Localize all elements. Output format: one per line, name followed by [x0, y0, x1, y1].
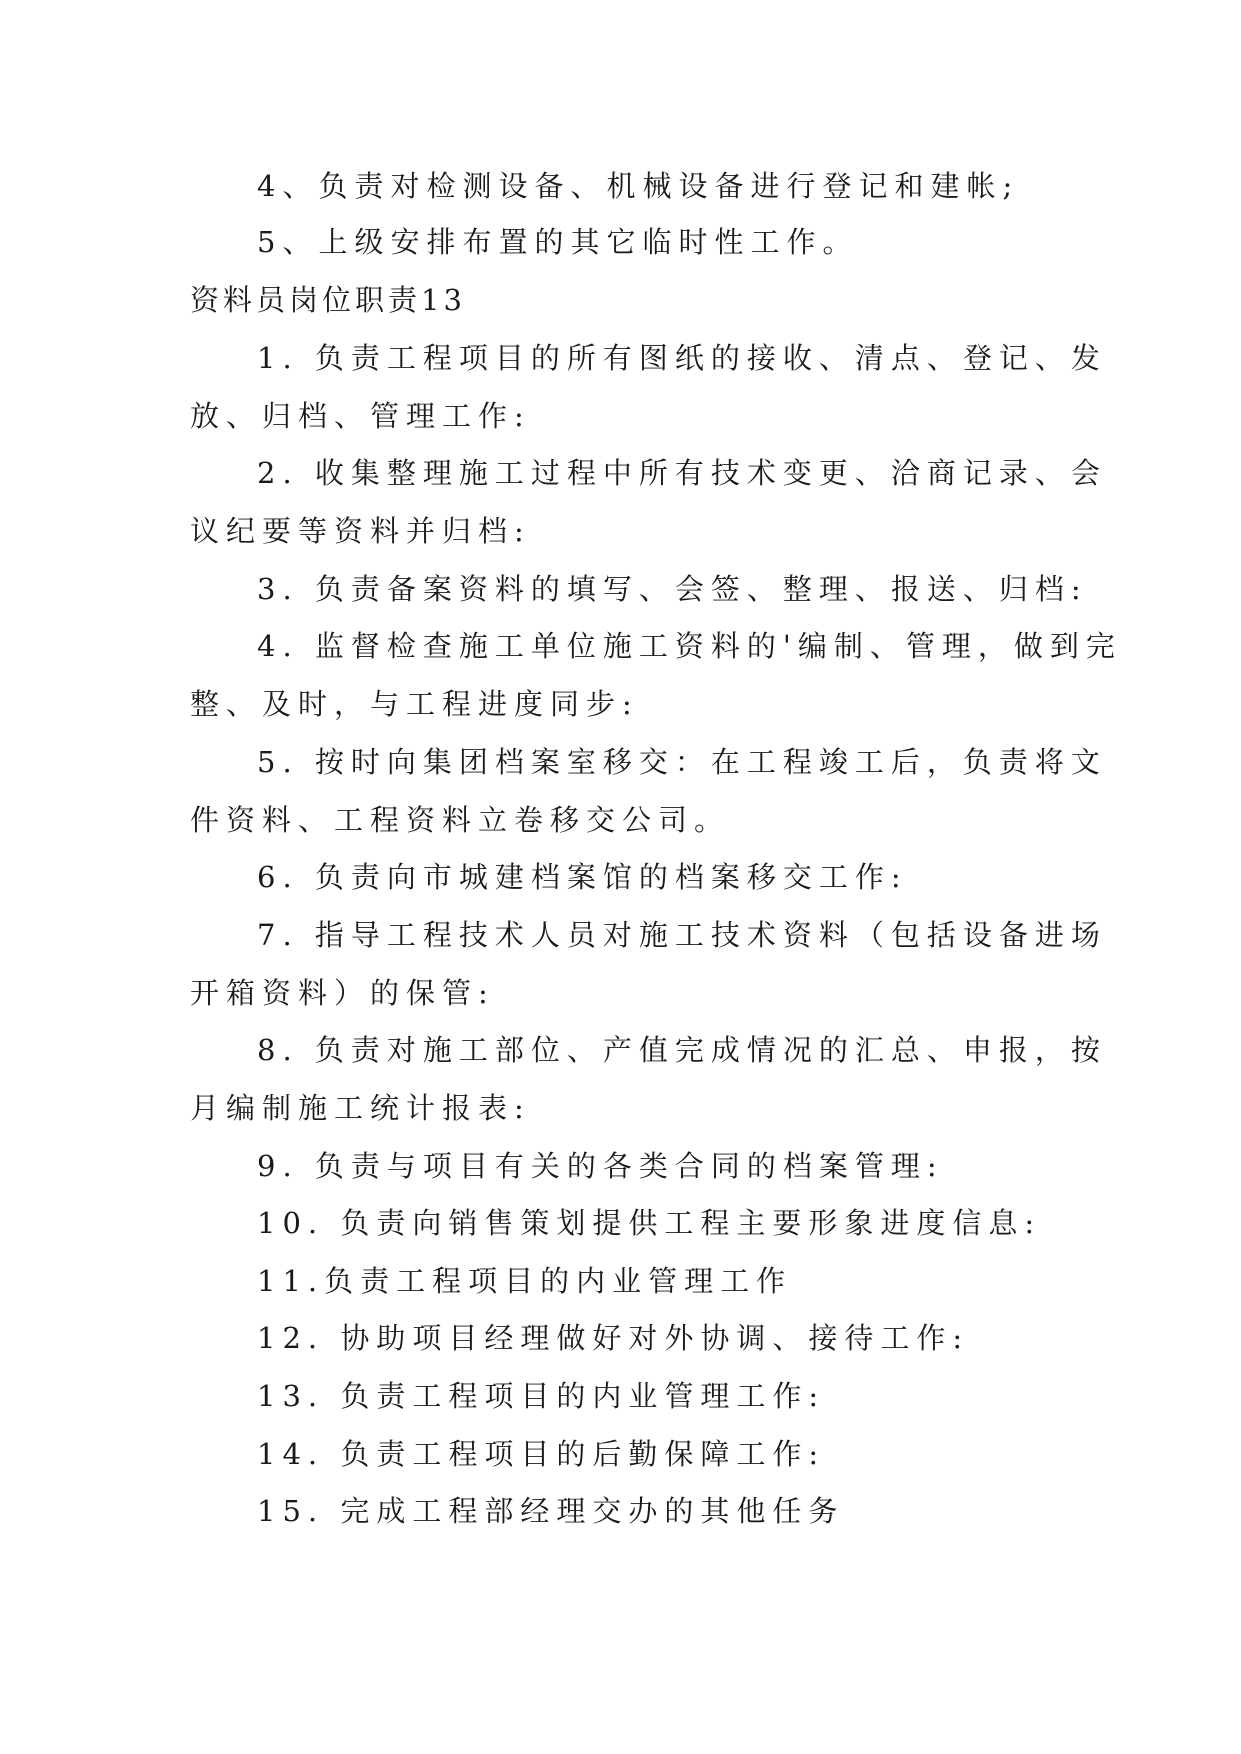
text-line: 8. 负责对施工部位、产值完成情况的汇总、申报，按	[257, 1033, 1107, 1067]
text-line: 13. 负责工程项目的内业管理工作:	[257, 1379, 826, 1413]
text-line: 月编制施工统计报表:	[190, 1091, 531, 1125]
text-line: 件资料、工程资料立卷移交公司。	[190, 803, 731, 837]
text-line: 10. 负责向销售策划提供工程主要形象进度信息:	[257, 1206, 1042, 1240]
text-line: 14. 负责工程项目的后勤保障工作:	[257, 1437, 826, 1471]
section-heading: 资料员岗位职责13	[190, 283, 466, 317]
text-line: 3. 负责备案资料的填写、会签、整理、报送、归档:	[257, 572, 1088, 606]
text-line: 6. 负责向市城建档案馆的档案移交工作:	[257, 860, 908, 894]
text-line: 开箱资料）的保管:	[190, 976, 495, 1010]
text-line: 放、归档、管理工作:	[190, 399, 531, 433]
text-line: 整、及时，与工程进度同步:	[190, 687, 639, 721]
text-line: 5、上级安排布置的其它临时性工作。	[257, 225, 859, 259]
text-line: 12. 协助项目经理做好对外协调、接待工作:	[257, 1321, 970, 1355]
text-line: 1. 负责工程项目的所有图纸的接收、清点、登记、发	[257, 341, 1107, 375]
text-line: 9. 负责与项目有关的各类合同的档案管理:	[257, 1149, 944, 1183]
text-line: 15. 完成工程部经理交办的其他任务	[257, 1494, 845, 1528]
text-line: 7. 指导工程技术人员对施工技术资料（包括设备进场	[257, 918, 1107, 952]
text-line: 5. 按时向集团档案室移交：在工程竣工后，负责将文	[257, 745, 1107, 779]
text-line: 议纪要等资料并归档:	[190, 514, 531, 548]
text-line: 4、负责对检测设备、机械设备进行登记和建帐;	[257, 169, 1020, 203]
text-line: 2. 收集整理施工过程中所有技术变更、洽商记录、会	[257, 456, 1107, 490]
text-line: 4. 监督检查施工单位施工资料的'编制、管理，做到完	[257, 629, 1122, 663]
text-line: 11.负责工程项目的内业管理工作	[257, 1264, 793, 1298]
